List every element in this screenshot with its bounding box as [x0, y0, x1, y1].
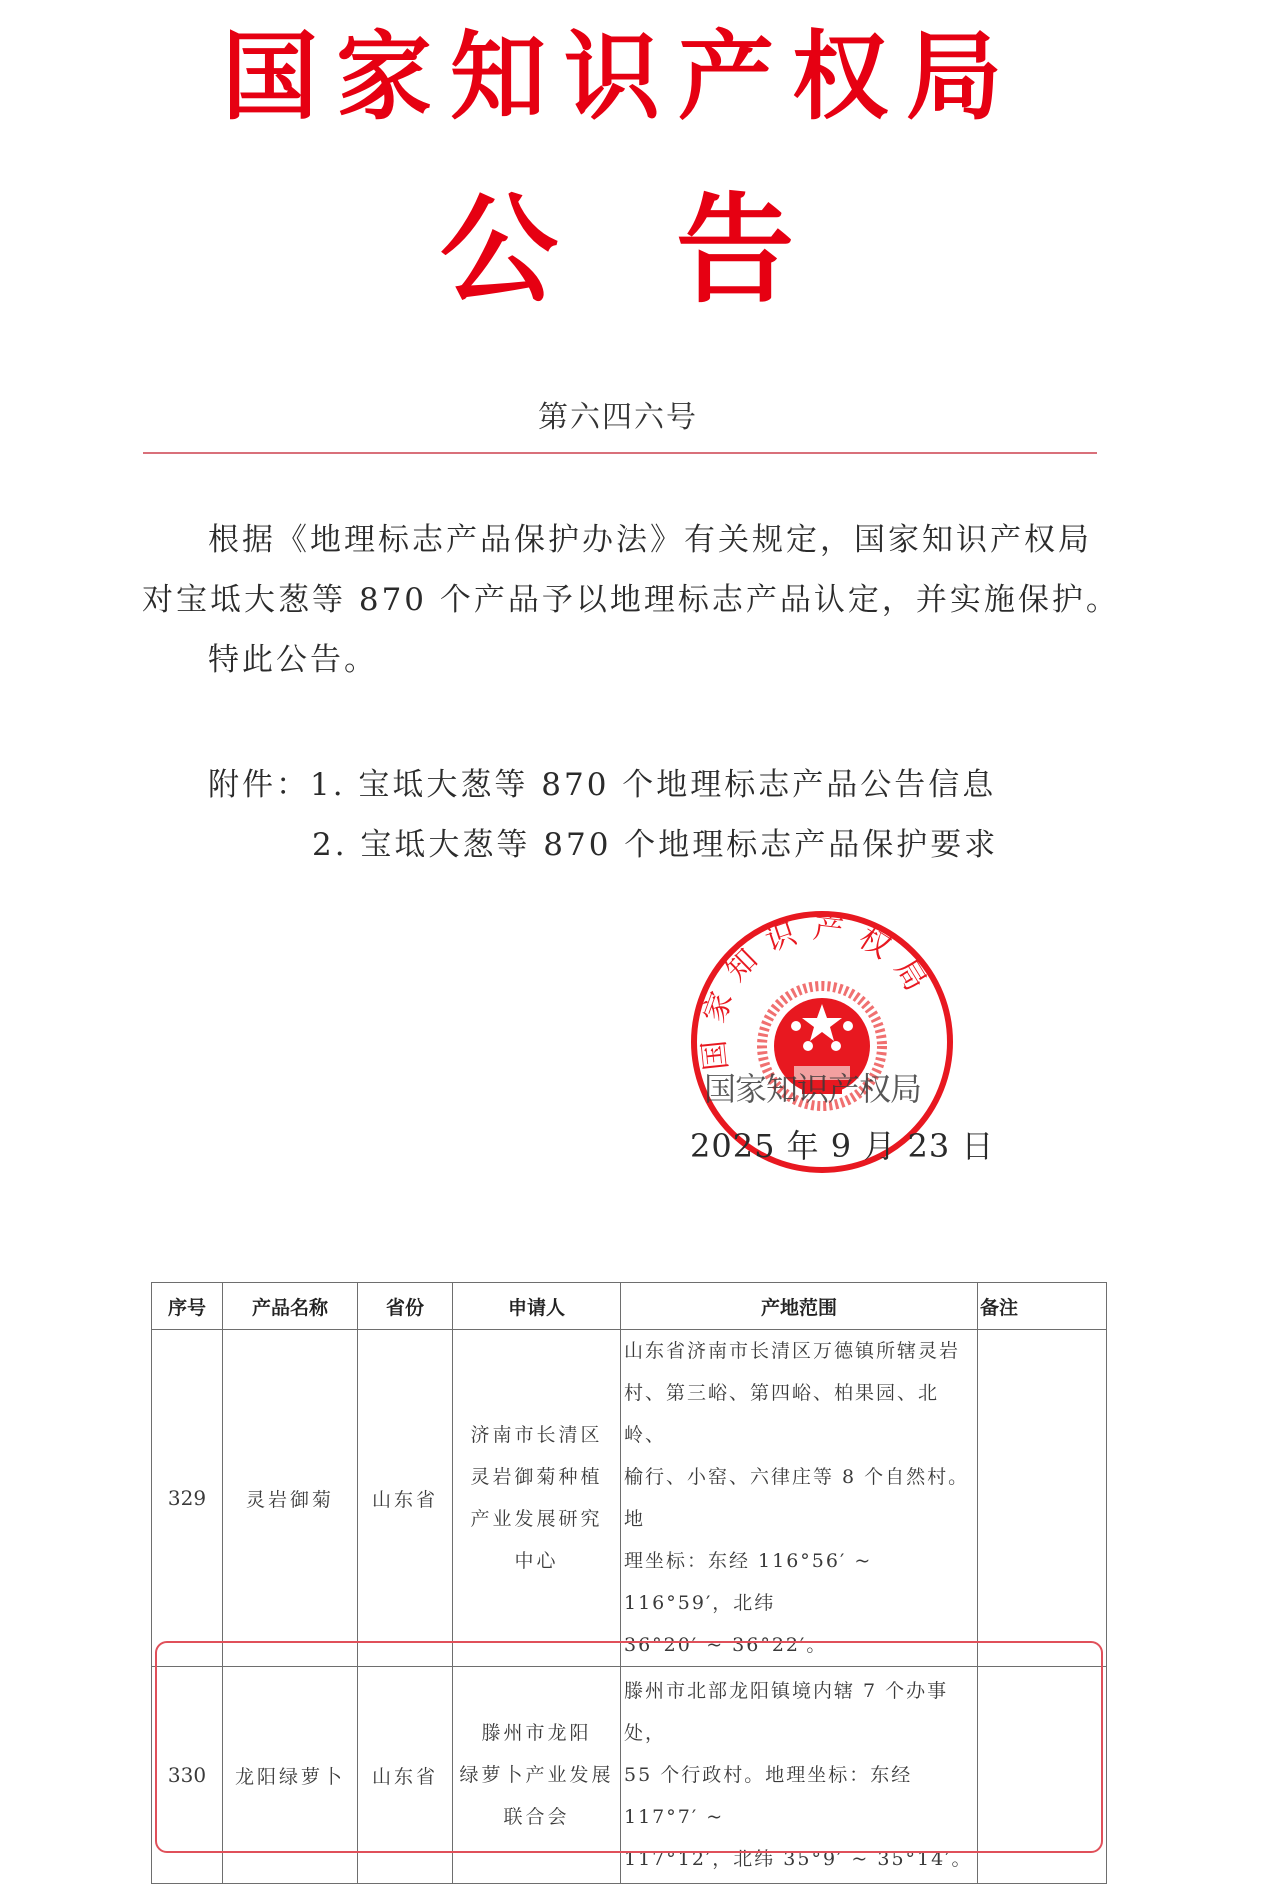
cell-province: 山东省: [358, 1330, 453, 1667]
organization-title: 国家知识产权局: [222, 20, 1020, 133]
range-line: 滕州市北部龙阳镇境内辖 7 个办事处，: [624, 1680, 949, 1744]
cell-range: [621, 1667, 978, 1884]
table-row: [152, 1330, 1107, 1667]
header-province: 省份: [358, 1283, 453, 1330]
header-no: 序号: [152, 1283, 223, 1330]
attachments-label: 附件：: [208, 767, 310, 803]
product-table: [151, 1282, 1107, 1884]
notice-title-char-1: 公: [440, 180, 559, 319]
cell-applicant: [453, 1667, 621, 1884]
notice-title-char-2: 告: [676, 180, 795, 319]
applicant-line: 滕州市龙阳: [481, 1722, 592, 1744]
cell-no: 330: [152, 1667, 223, 1884]
issue-date: 2025 年 9 月 23 日: [690, 1127, 995, 1165]
paragraph-2: 特此公告。: [208, 642, 378, 678]
range-line: 55 个行政村。地理坐标：东经 117°7′ ~: [624, 1764, 913, 1828]
document-number: 第六四六号: [538, 400, 698, 435]
range-line: 117°12′，北纬 35°9′ ~ 35°14′。: [624, 1848, 973, 1870]
range-line: 村、第三峪、第四峪、柏果园、北岭、: [624, 1382, 940, 1446]
table-header-row: [152, 1283, 1107, 1330]
attachment-1: [208, 765, 996, 805]
table-row-highlighted: [152, 1667, 1107, 1884]
range-line: 山东省济南市长清区万德镇所辖灵岩: [624, 1340, 961, 1362]
applicant-line: 济南市长清区: [470, 1424, 603, 1446]
cell-product: 龙阳绿萝卜: [223, 1667, 358, 1884]
cell-applicant: [453, 1330, 621, 1667]
cell-remark: [978, 1330, 1107, 1667]
header-remark: 备注: [978, 1283, 1107, 1330]
header-applicant: 申请人: [453, 1283, 621, 1330]
attachment-2: 2. 宝坻大葱等 870 个地理标志产品保护要求: [312, 827, 999, 863]
cell-remark: [978, 1667, 1107, 1884]
applicant-line: 绿萝卜产业发展: [459, 1764, 614, 1786]
issuer-name: 国家知识产权局: [704, 1070, 922, 1108]
paragraph-1-line-1: 根据《地理标志产品保护办法》有关规定，国家知识产权局: [208, 522, 1092, 558]
range-line: 理坐标：东经 116°56′ ~ 116°59′，北纬: [624, 1550, 873, 1614]
range-line: 36°20′ ~ 36°22′。: [624, 1634, 828, 1656]
range-line: 榆行、小窑、六律庄等 8 个自然村。地: [624, 1466, 970, 1530]
applicant-line: 联合会: [503, 1806, 570, 1828]
applicant-line: 灵岩御菊种植: [470, 1466, 603, 1488]
header-range: 产地范围: [621, 1283, 978, 1330]
cell-range: [621, 1330, 978, 1667]
cell-no: 329: [152, 1330, 223, 1667]
cell-province: 山东省: [358, 1667, 453, 1884]
applicant-line: 产业发展研究: [470, 1508, 603, 1530]
paragraph-1-line-2: 对宝坻大葱等 870 个产品予以地理标志产品认定，并实施保护。: [142, 582, 1120, 618]
seal-ring-text: 国家知识产权局: [695, 910, 941, 1072]
attachment-1-text: 1. 宝坻大葱等 870 个地理标志产品公告信息: [310, 767, 997, 803]
applicant-line: 中心: [514, 1550, 559, 1572]
header-product: 产品名称: [223, 1283, 358, 1330]
red-divider: [143, 452, 1097, 454]
cell-product: 灵岩御菊: [223, 1330, 358, 1667]
